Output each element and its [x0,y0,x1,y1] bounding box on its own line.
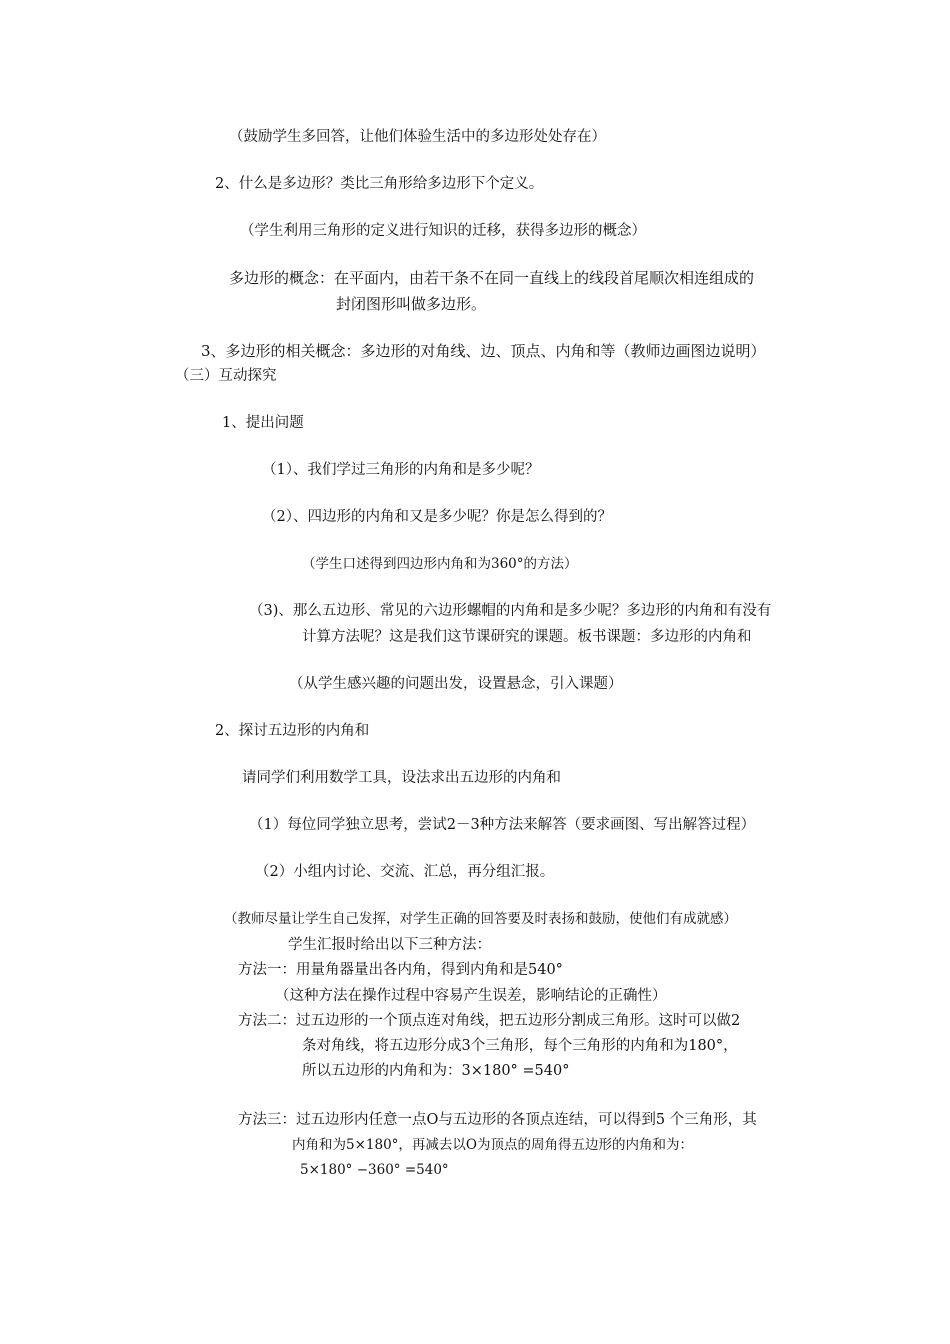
text-line: 2、探讨五边形的内角和 [215,723,370,739]
method-line: 所以五边形的内角和为：3×180° =540° [302,1063,570,1079]
method-line: 内角和为5×180°，再减去以O为顶点的周角得五边形的内角和为： [292,1137,693,1153]
text-line: （鼓励学生多回答，让他们体验生活中的多边形处处存在） [229,129,606,145]
text-line: 3、多边形的相关概念：多边形的对角线、边、顶点、内角和等（教师边画图边说明） [201,342,766,360]
text-line: （学生口述得到四边形内角和为360°的方法） [302,556,578,572]
method-line: 条对角线，将五边形分成3个三角形，每个三角形的内角和为180°， [302,1038,738,1054]
text-line: 2、什么是多边形？类比三角形给多边形下个定义。 [215,176,544,192]
text-line: （1）、我们学过三角形的内角和是多少呢？ [262,462,540,478]
text-line: （3)、那么五边形、常见的六边形螺帽的内角和是多少呢？多边形的内角和有没有 [249,603,772,619]
section-heading: （三）互动探究 [175,368,277,384]
formula-line: 5×180° −360° =540° [300,1162,449,1178]
text-line: （学生利用三角形的定义进行知识的迁移，获得多边形的概念） [240,223,646,239]
definition-line: 封闭图形叫做多边形。 [336,295,487,313]
text-line: （2）、四边形的内角和又是多少呢？你是怎么得到的？ [262,509,612,525]
definition-line: 多边形的概念：在平面内，由若干条不在同一直线上的线段首尾顺次相连组成的 [229,269,755,287]
text-line: （教师尽量让学生自己发挥，对学生正确的回答要及时表扬和鼓励，使他们有成就感） [224,911,737,927]
method-line: 方法三：过五边形内任意一点O与五边形的各顶点连结，可以得到5 个三角形，其 [238,1112,757,1128]
text-line: （从学生感兴趣的问题出发，设置悬念，引入课题） [289,676,623,692]
text-line: （2）小组内讨论、交流、汇总，再分组汇报。 [255,864,555,880]
text-line: （1）每位同学独立思考，尝试2－3种方法来解答（要求画图、写出解答过程） [249,817,756,833]
method-line: 方法一：用量角器量出各内角，得到内角和是540° [238,962,563,978]
method-line: 方法二：过五边形的一个顶点连对角线，把五边形分割成三角形。这时可以做2 [238,1013,741,1029]
text-line: 计算方法呢？这是我们这节课研究的课题。板书课题：多边形的内角和 [302,629,752,645]
method-line: （这种方法在操作过程中容易产生误差，影响结论的正确性） [275,988,667,1004]
text-line: 1、提出问题 [222,415,304,431]
text-line: 学生汇报时给出以下三种方法： [288,937,491,953]
text-line: 请同学们利用数学工具，设法求出五边形的内角和 [242,770,561,786]
